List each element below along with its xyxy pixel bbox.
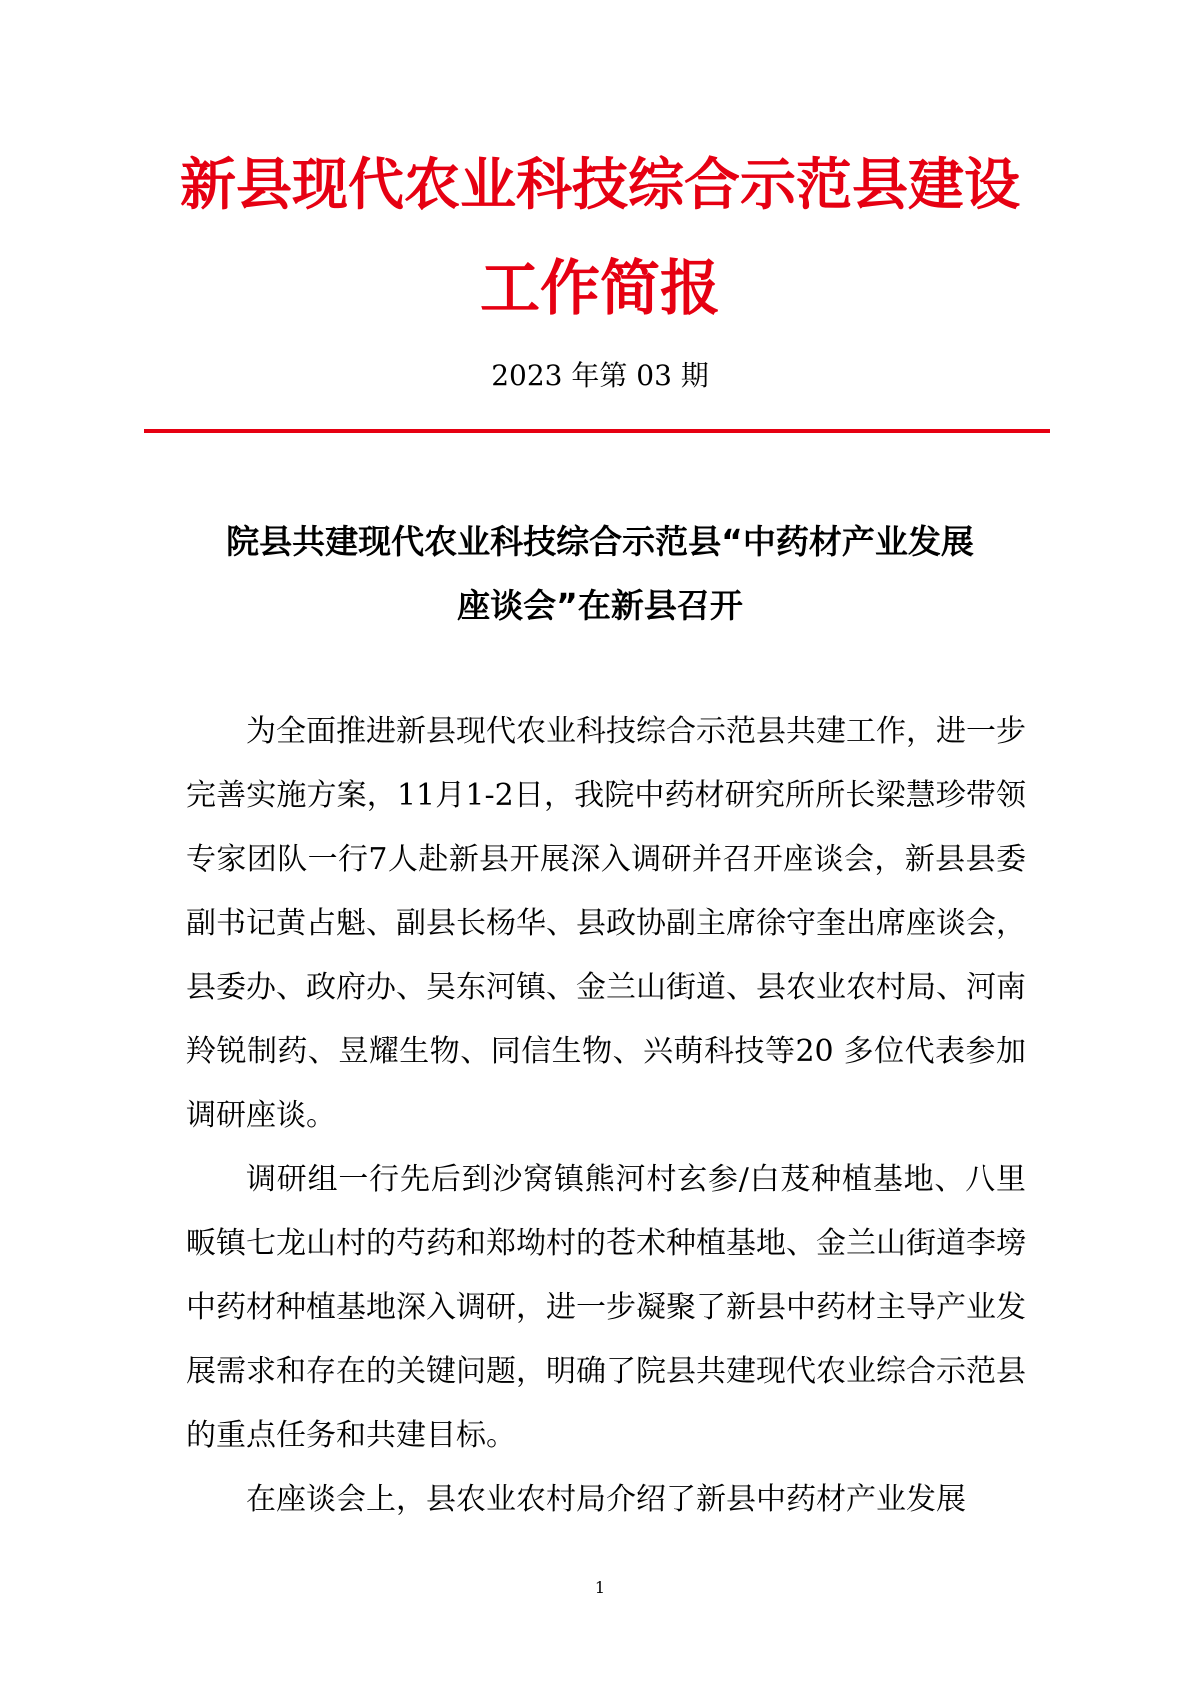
article-headline [180,510,1020,638]
page-number: 1 [594,1578,606,1597]
article-body [186,700,1026,1532]
article-headline-line-1: 院县共建现代农业科技综合示范县“中药材产业发展 [226,522,974,561]
body-paragraph-3: 在座谈会上，县农业农村局介绍了新县中药材产业发展 [246,1482,966,1517]
masthead-title-line-2: 工作简报 [480,254,720,324]
issue-number: 2023 年第 03 期 [491,359,709,392]
masthead-title-line-1: 新县现代农业科技综合示范县建设 [180,152,1020,218]
article-headline-line-2: 座谈会”在新县召开 [457,586,743,625]
body-paragraph-1: 为全面推进新县现代农业科技综合示范县共建工作，进一步完善实施方案，11月1-2日，我院中药材研究所所长梁慧珍带领专家团队一行7人赴新县开展深入调研并召开座谈会，新县县委副书记黄占魁、副县长杨华、县政协副主席徐守奎出席座谈会，县委办、政府办、吴东河镇、金兰山街道、县农业农村局、河南羚锐制药、昱耀生物、同信生物、兴萌科技等20 多位代表参加调研座谈。 [186,714,1026,1133]
masthead-divider [144,429,1050,433]
body-paragraph-2: 调研组一行先后到沙窝镇熊河村玄参/白芨种植基地、八里畈镇七龙山村的芍药和郑坳村的苍术种植基地、金兰山街道李塝中药材种植基地深入调研，进一步凝聚了新县中药材主导产业发展需求和存在的关键问题，明确了院县共建现代农业综合示范县的重点任务和共建目标。 [186,1162,1026,1453]
